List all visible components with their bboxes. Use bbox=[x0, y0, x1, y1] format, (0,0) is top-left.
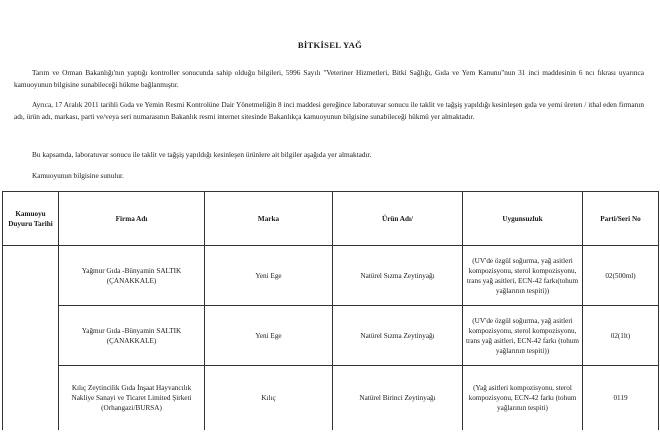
lot-cell: 0119 bbox=[583, 366, 659, 431]
header-date: Kamuoyu Duyuru Tarihi bbox=[3, 192, 59, 246]
brand-cell: Yeni Ege bbox=[205, 246, 333, 306]
compliance-cell: (UV'de özgül soğurma, yağ asitleri kompozisyonu, sterol kompozisyonu, trans yağ asitleri, ECN-42 farkı(tohum yağlarının tespiti)) bbox=[463, 246, 583, 306]
document-title: BİTKİSEL YAĞ bbox=[297, 40, 363, 50]
firm-cell: Kılıç Zeytincilik Gıda İnşaat Hayvancılık Nakliye Sanayi ve Ticaret Limited Şirketi (Orhangazi/BURSA) bbox=[59, 366, 205, 431]
adulteration-table bbox=[2, 191, 659, 430]
lot-cell: 02(1lt) bbox=[583, 306, 659, 366]
header-brand: Marka bbox=[205, 192, 333, 246]
brand-cell: Yeni Ege bbox=[205, 306, 333, 366]
compliance-cell: (Yağ asitleri kompozisyonu, sterol kompozisyonu, ECN-42 farkı (tohum yağlarının tespiti) bbox=[463, 366, 583, 431]
header-product: Ürün Adı/ bbox=[333, 192, 463, 246]
firm-cell: Yağmur Gıda -Bünyamin SALTIK (ÇANAKKALE) bbox=[59, 306, 205, 366]
table-row bbox=[3, 246, 659, 306]
paragraph-scope: Bu kapsamda, laboratuvar sonucu ile taklit ve tağşiş yapıldığı kesinleşen ürünlere ait bilgiler aşağıda yer almaktadır. bbox=[32, 150, 372, 159]
product-cell: Natürel Sızma Zeytinyağı bbox=[333, 306, 463, 366]
product-cell: Natürel Birinci Zeytinyağı bbox=[333, 366, 463, 431]
brand-cell: Kılıç bbox=[205, 366, 333, 431]
firm-cell: Yağmur Gıda -Bünyamin SALTIK (ÇANAKKALE) bbox=[59, 246, 205, 306]
lot-cell: 02(500ml) bbox=[583, 246, 659, 306]
paragraph-legal-basis: Tarım ve Orman Bakanlığı'nın yaptığı kontroller sonucunda sahip olduğu bilgileri, 5996 Sayılı "Veteriner Hizmetleri, Bitki Sağlığı, Gıda ve Yem Kanunu"nun 31 inci maddesinin 6 ncı fıkrası uyarınca kamuoyunun bilgisine sunabileceği hükme bağlanmıştır. bbox=[14, 68, 644, 89]
paragraph-regulation: Ayrıca, 17 Aralık 2011 tarihli Gıda ve Yemin Resmi Kontrolüne Dair Yönetmeliğin 8 inci maddesi gereğince laboratuvar sonucu ile taklit ve tağşiş yapıldığı kesinleşen gıda ve yemi üreten / ithal eden firmanın adı, ürün adı, markası, parti ve/veya seri numarasının Bakanlık resmi internet sitesinde Bakanlıkça kamuoyunun bilgisine sunabileceği hükmü yer almaktadır. bbox=[14, 100, 644, 121]
compliance-cell: (UV'de özgül soğurma, yağ asitleri kompozisyonu, sterol kompozisyonu, trans yağ asitleri, ECN-42 farkı (tohum yağlarının tespiti)) bbox=[463, 306, 583, 366]
table-row bbox=[3, 366, 659, 431]
header-compliance: Uygunsuzluk bbox=[463, 192, 583, 246]
header-lot: Parti/Seri No bbox=[583, 192, 659, 246]
table-header-row bbox=[3, 192, 659, 246]
date-cell bbox=[3, 246, 59, 431]
paragraph-announcement: Kamuoyunun bilgisine sunulur. bbox=[32, 171, 124, 180]
table-row bbox=[3, 306, 659, 366]
product-cell: Natürel Sızma Zeytinyağı bbox=[333, 246, 463, 306]
header-firm: Firma Adı bbox=[59, 192, 205, 246]
